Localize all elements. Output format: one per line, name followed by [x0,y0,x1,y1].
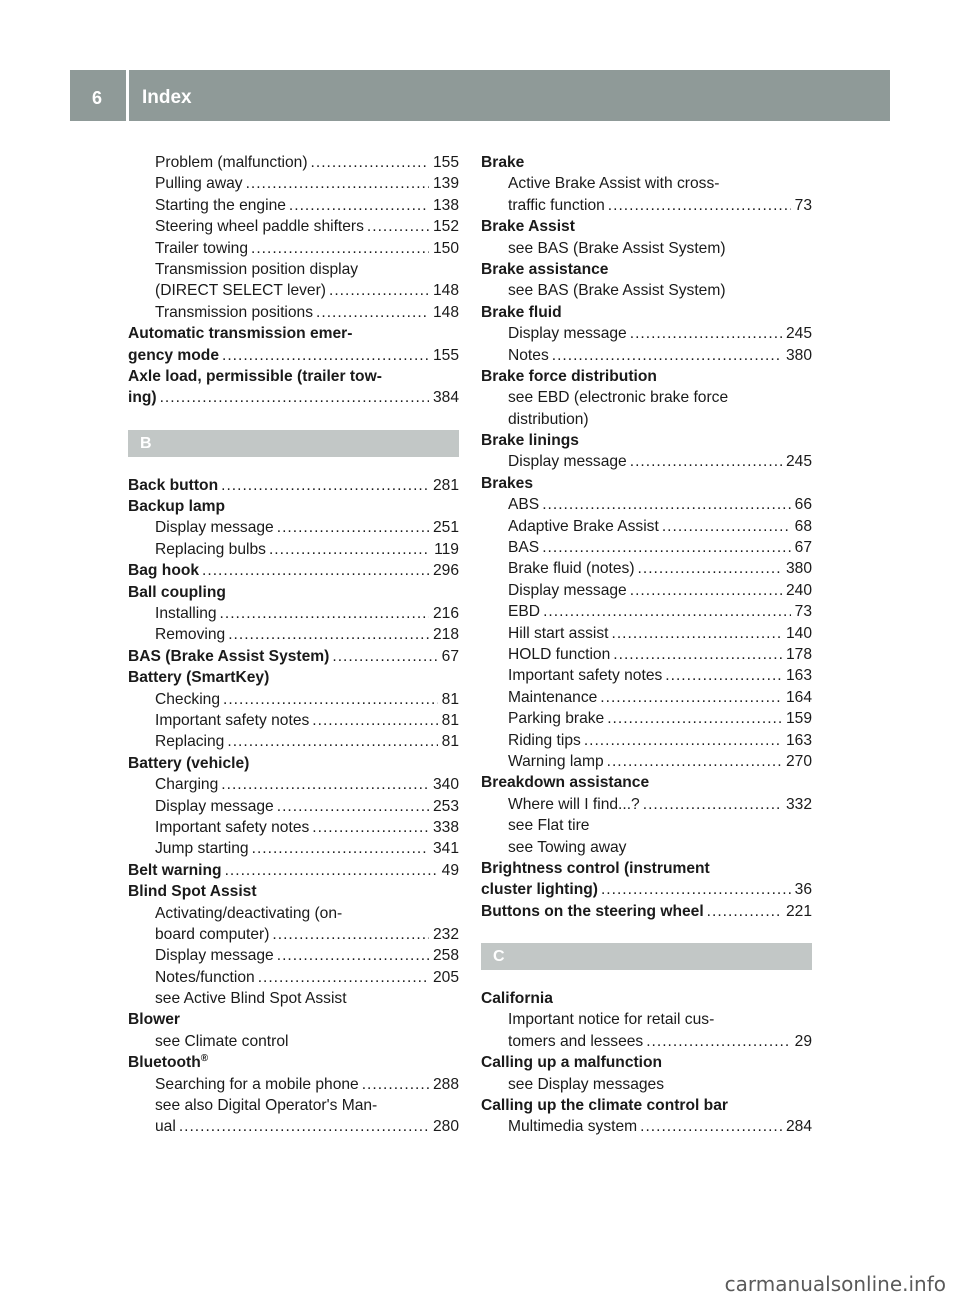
dot-leader [272,924,429,945]
index-subentry [481,708,812,729]
entry-label: Replacing [155,733,225,751]
dot-leader [367,216,429,237]
index-entry [481,988,812,1009]
entry-label: Display message [155,947,274,965]
entry-label: Back button [128,476,219,494]
index-subentry [128,152,459,173]
dot-leader [643,794,782,815]
entry-label: Replacing bulbs [155,540,266,558]
page-ref: 148 [432,303,459,321]
page-ref: 245 [785,453,812,471]
entry-label: Parking brake [508,710,605,728]
entry-label: board computer) [155,925,270,943]
dot-leader [160,387,429,408]
dot-leader [225,860,438,881]
page-number: 6 [92,88,103,108]
index-entry [481,1095,812,1116]
index-entry [481,430,812,451]
page-ref: 251 [432,519,459,537]
index-entry [481,858,812,879]
index-subentry [481,1009,812,1030]
entry-label: Important safety notes [155,818,310,836]
entry-label: Problem (malfunction) [155,154,308,171]
entry-label: see Towing away [508,838,627,856]
entry-label: Brake force distribution [481,367,657,385]
index-subentry [128,988,459,1009]
dot-leader [202,560,429,581]
dot-leader [316,302,429,323]
entry-label: see EBD (electronic brake force [508,389,729,407]
entry-label: Blind Spot Assist [128,883,257,901]
page-ref: 178 [785,645,812,663]
page-ref: 332 [785,795,812,813]
entry-label: Bluetooth [128,1054,201,1072]
page-ref: 119 [434,540,459,558]
index-column-left [128,152,459,1138]
page-ref: 138 [432,196,459,214]
entry-label: Active Brake Assist with cross- [508,175,720,193]
entry-label: Trailer towing [155,239,249,257]
dot-leader [312,710,437,731]
page-ref: 205 [432,968,459,986]
entry-label: Bag hook [128,562,200,580]
index-subentry [128,280,459,301]
dot-leader [584,730,782,751]
index-subentry [481,751,812,772]
page-ref: 67 [794,539,812,557]
entry-label: Notes/function [155,968,255,986]
page-ref: 296 [432,562,459,580]
entry-label: see Display messages [508,1075,665,1093]
index-entry [481,901,812,922]
dot-leader [542,537,790,558]
dot-leader [542,494,790,515]
dot-leader [269,539,430,560]
index-subentry [481,601,812,622]
index-subentry [481,687,812,708]
dot-leader [630,580,782,601]
page-ref: 221 [785,902,812,920]
entry-label: EBD [508,603,541,621]
index-entry [481,216,812,237]
page-ref: 29 [794,1032,812,1050]
index-subentry [128,838,459,859]
dot-leader [251,238,429,259]
dot-leader [607,708,782,729]
index-subentry [481,387,812,408]
index-entry [128,475,459,496]
entry-label: Calling up a malfunction [481,1054,663,1072]
entry-label: ual [155,1118,176,1136]
page-ref: 380 [785,560,812,578]
dot-leader [662,516,791,537]
index-subentry [481,516,812,537]
page-ref: 152 [432,218,459,236]
dot-leader [665,665,782,686]
entry-label: Starting the engine [155,196,286,214]
page-ref: 49 [441,861,459,879]
index-subentry [481,558,812,579]
index-entry [481,366,812,387]
page-ref: 67 [441,647,459,665]
page-ref: 280 [432,1118,459,1136]
index-entry [481,302,812,323]
dot-leader [362,1074,429,1095]
entry-label: Adaptive Brake Assist [508,517,659,535]
dot-leader [312,817,429,838]
dot-leader [221,475,429,496]
index-subentry [128,173,459,194]
entry-label: Buttons on the steering wheel [481,902,704,920]
entry-label: Searching for a mobile phone [155,1075,359,1093]
dot-leader [630,323,782,344]
index-subentry [481,623,812,644]
entry-label: see BAS (Brake Assist System) [508,282,726,300]
page-ref: 140 [785,624,812,642]
dot-leader [707,901,782,922]
entry-label: Automatic transmission emer- [128,325,353,343]
dot-leader [221,774,429,795]
dot-leader [332,646,437,667]
section-header: B [128,430,459,457]
index-subentry [481,537,812,558]
index-subentry [128,710,459,731]
dot-leader [600,687,782,708]
entry-label: see BAS (Brake Assist System) [508,239,726,257]
entry-label: Removing [155,626,226,644]
index-subentry [128,903,459,924]
index-subentry [481,644,812,665]
index-entry [128,1052,459,1073]
entry-label: Brake assistance [481,260,609,278]
dot-leader [277,945,429,966]
index-subentry [481,1074,812,1095]
index-entry [481,1052,812,1073]
entry-label: traffic function [508,196,605,214]
watermark: carmanualsonline.info [724,1272,946,1296]
dot-leader [223,689,438,710]
index-subentry [128,517,459,538]
entry-label: cluster lighting) [481,881,598,899]
index-entry [128,860,459,881]
index-entry [128,387,459,408]
page-ref: 148 [432,282,459,300]
dot-leader [246,173,429,194]
dot-leader [220,603,429,624]
dot-leader [179,1116,429,1137]
entry-label: Display message [508,325,627,343]
page-ref: 73 [794,603,812,621]
index-subentry [128,1074,459,1095]
index-entry [128,667,459,688]
registered-mark: ® [200,1053,209,1065]
entry-label: Brake [481,154,525,171]
index-entry [128,323,459,344]
page-ref: 155 [432,346,459,364]
index-entry [481,473,812,494]
index-subentry [128,689,459,710]
entry-label: ing) [128,389,157,407]
entry-label: Brake fluid (notes) [508,560,635,578]
entry-label: Brakes [481,474,534,492]
dot-leader [258,967,429,988]
index-subentry [481,580,812,601]
index-subentry [128,259,459,280]
index-subentry [481,451,812,472]
entry-label: Jump starting [155,840,249,858]
dot-leader [552,345,782,366]
index-entry [128,345,459,366]
index-subentry [128,216,459,237]
entry-label: Activating/deactivating (on- [155,904,343,922]
page-ref: 270 [785,752,812,770]
page-ref: 281 [432,476,459,494]
entry-label: HOLD function [508,645,611,663]
dot-leader [638,558,782,579]
index-entry [128,1009,459,1030]
dot-leader [329,280,429,301]
dot-leader [543,601,791,622]
entry-label: Battery (vehicle) [128,754,250,772]
index-subentry [481,794,812,815]
entry-label: Steering wheel paddle shifters [155,218,364,236]
index-subentry [128,302,459,323]
index-subentry [481,730,812,751]
index-entry [128,753,459,774]
entry-label: Ball coupling [128,583,226,601]
page-ref: 81 [441,690,459,708]
page-header [70,70,890,121]
index-subentry [128,1116,459,1137]
page-ref: 68 [794,517,812,535]
index-subentry [481,665,812,686]
entry-label: Display message [155,519,274,537]
section-header: C [481,943,812,970]
entry-label: BAS [508,539,540,557]
entry-label: Warning lamp [508,752,604,770]
page-ref: 159 [785,710,812,728]
index-subentry [128,774,459,795]
entry-label: Installing [155,605,217,623]
dot-leader [607,751,782,772]
entry-label: Notes [508,346,549,364]
index-entry [481,152,812,173]
page-ref: 338 [432,818,459,836]
entry-label: Checking [155,690,221,708]
entry-label: Backup lamp [128,498,226,516]
entry-label: California [481,990,553,1008]
dot-leader [252,838,429,859]
entry-label: Hill start assist [508,624,609,642]
dot-leader [613,644,782,665]
index-subentry [128,945,459,966]
entry-label: Transmission position display [155,260,359,278]
entry-label: (DIRECT SELECT lever) [155,282,326,300]
entry-label: Display message [508,453,627,471]
entry-label: Transmission positions [155,303,314,321]
entry-label: Important safety notes [508,667,663,685]
index-entry [128,646,459,667]
entry-label: Brake linings [481,432,579,450]
index-subentry [481,195,812,216]
index-subentry [128,603,459,624]
page-ref: 163 [785,667,812,685]
page-ref: 232 [432,925,459,943]
entry-label: Brightness control (instrument [481,859,710,877]
entry-label: Pulling away [155,175,243,193]
dot-leader [277,517,429,538]
index-entry [481,772,812,793]
index-entry [128,366,459,387]
entry-label: Breakdown assistance [481,774,650,792]
index-subentry [481,1031,812,1052]
dot-leader [222,345,429,366]
page-ref: 216 [432,605,459,623]
index-subentry [481,280,812,301]
dot-leader [640,1116,782,1137]
index-entry [128,881,459,902]
entry-label: Where will I find...? [508,795,640,813]
entry-label: tomers and lessees [508,1032,644,1050]
entry-label: gency mode [128,346,219,364]
index-subentry [128,817,459,838]
page-ref: 139 [432,175,459,193]
page-ref: 258 [432,947,459,965]
index-subentry [128,924,459,945]
page-ref: 340 [432,776,459,794]
index-subentry [481,173,812,194]
page-ref: 36 [794,881,812,899]
header-divider [126,70,129,121]
dot-leader [277,796,429,817]
entry-label: BAS (Brake Assist System) [128,647,330,665]
page-title: Index [142,87,192,108]
index-entry [128,496,459,517]
entry-label: Brake fluid [481,303,562,321]
index-subentry [481,837,812,858]
entry-label: Riding tips [508,731,581,749]
index-subentry [128,967,459,988]
dot-leader [646,1031,790,1052]
index-subentry [481,815,812,836]
dot-leader [608,195,791,216]
index-subentry [128,796,459,817]
page-ref: 218 [432,626,459,644]
dot-leader [289,195,429,216]
page-ref: 155 [432,154,459,171]
index-entry [128,560,459,581]
entry-label: distribution) [508,410,589,428]
index-subentry [481,494,812,515]
page-ref: 380 [785,346,812,364]
page-ref: 240 [785,581,812,599]
page-ref: 81 [441,711,459,729]
dot-leader [311,152,429,173]
page-ref: 150 [432,239,459,257]
entry-label: see also Digital Operator's Man- [155,1097,378,1115]
entry-label: Display message [508,581,627,599]
page-ref: 288 [432,1075,459,1093]
index-subentry [128,539,459,560]
entry-label: see Flat tire [508,817,590,835]
index-subentry [481,409,812,430]
index-subentry [481,1116,812,1137]
page-ref: 81 [441,733,459,751]
entry-label: see Active Blind Spot Assist [155,990,347,1008]
entry-label: Blower [128,1011,180,1029]
entry-label: Display message [155,797,274,815]
entry-label: see Climate control [155,1032,289,1050]
index-subentry [128,731,459,752]
page-ref: 341 [432,840,459,858]
page-ref: 284 [785,1118,812,1136]
index-subentry [128,238,459,259]
entry-label: Axle load, permissible (trailer tow- [128,367,382,385]
page-ref: 73 [794,196,812,214]
dot-leader [227,731,437,752]
index-entry [481,259,812,280]
index-subentry [481,323,812,344]
entry-label: Charging [155,776,219,794]
entry-label: Calling up the climate control bar [481,1097,728,1115]
entry-label: Belt warning [128,861,222,879]
index-subentry [128,1031,459,1052]
entry-label: Battery (SmartKey) [128,669,270,687]
entry-label: Important notice for retail cus- [508,1011,715,1029]
dot-leader [612,623,782,644]
entry-label: Important safety notes [155,711,310,729]
entry-label: Maintenance [508,688,598,706]
index-subentry [128,1095,459,1116]
page-ref: 245 [785,325,812,343]
page-ref: 384 [432,389,459,407]
index-entry [128,582,459,603]
entry-label: ABS [508,496,540,514]
page-ref: 164 [785,688,812,706]
dot-leader [601,879,791,900]
page-ref: 163 [785,731,812,749]
dot-leader [228,624,429,645]
page-ref: 66 [794,496,812,514]
index-subentry [481,238,812,259]
index-column-right [481,152,812,1138]
entry-label: Brake Assist [481,218,575,236]
index-subentry [481,345,812,366]
dot-leader [630,451,782,472]
index-subentry [128,195,459,216]
page-ref: 253 [432,797,459,815]
entry-label: Multimedia system [508,1118,638,1136]
index-entry [481,879,812,900]
index-subentry [128,624,459,645]
